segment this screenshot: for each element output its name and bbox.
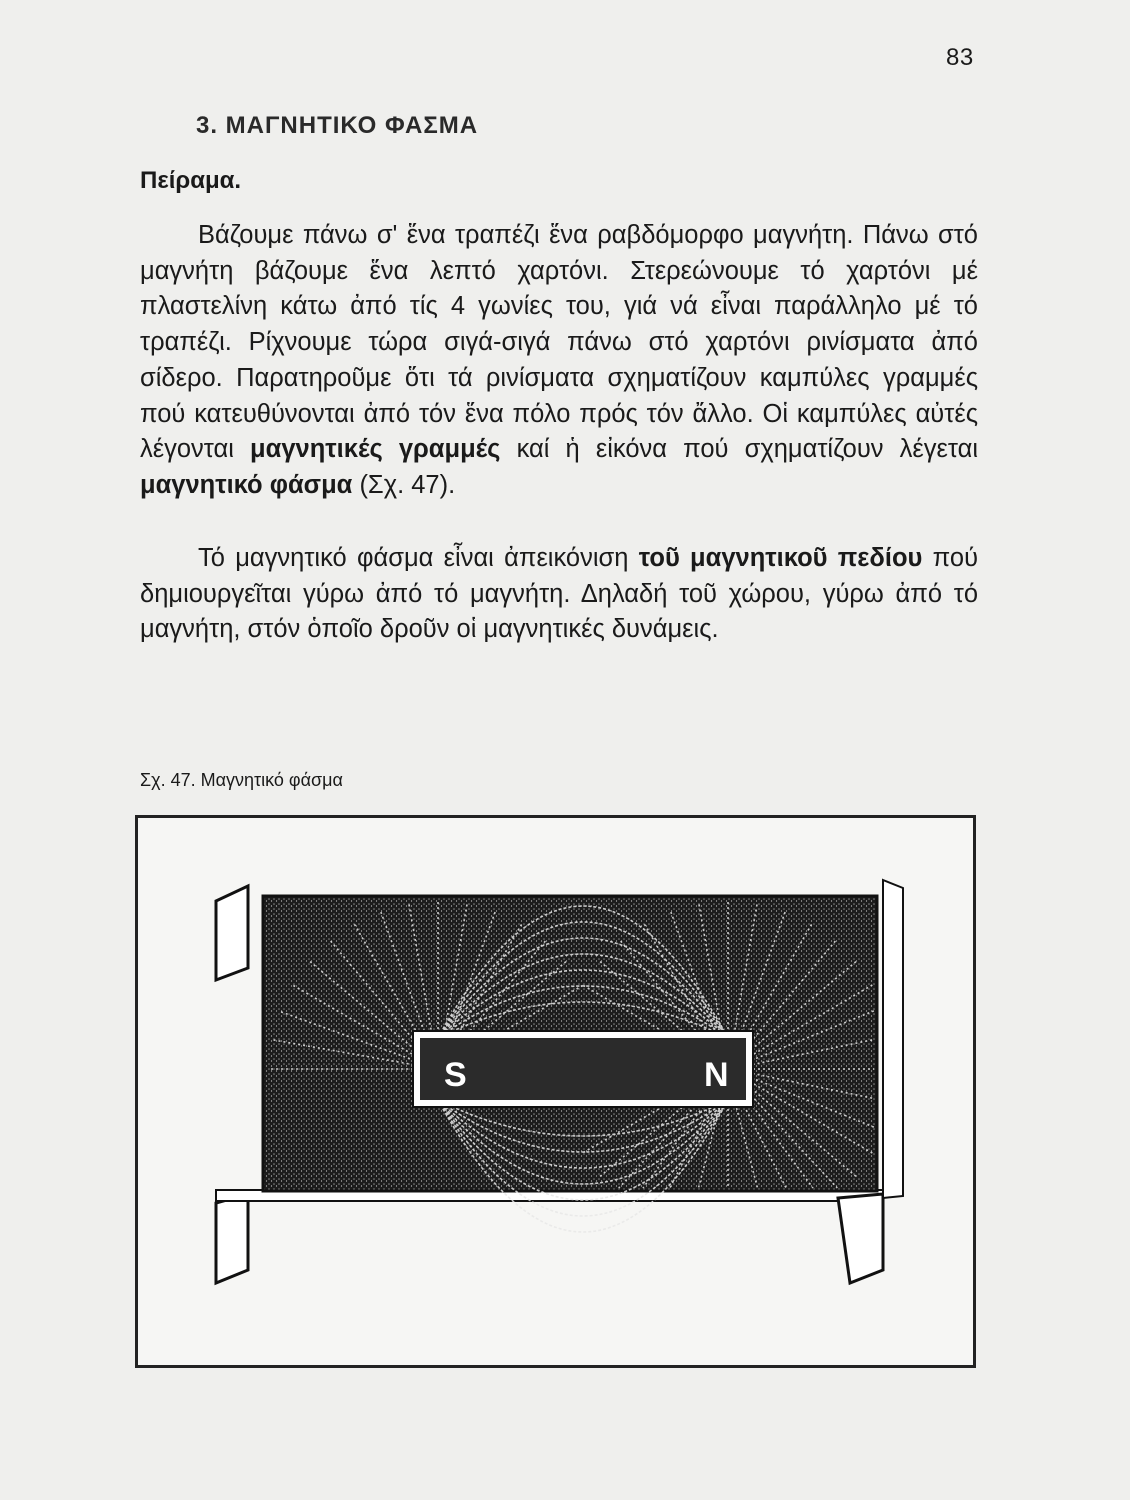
- paragraph-text: καί ἡ εἰκόνα πού σχηματίζουν λέγεται: [500, 435, 978, 464]
- paragraph-text: πού δημιουργεῖται γύρω ἀπό τό μαγνήτη. Δηλαδή τοῦ χώρου, γύρω ἀπό τό μαγνήτη, στόν ὁποῖο δροῦν οἱ μαγνητικές δυνάμεις.: [140, 544, 979, 644]
- term-magnetic-lines: μαγνητικές γραμμές: [250, 435, 501, 464]
- term-magnetic-field: τοῦ μαγνητικοῦ πεδίου: [638, 544, 923, 572]
- experiment-label: Πείραμα.: [140, 167, 242, 194]
- magnetic-spectrum-illustration: [138, 818, 973, 1365]
- paragraph-definition: [140, 541, 978, 648]
- paragraph-text: Τό μαγνητικό φάσμα εἶναι ἀπεικόνιση: [198, 544, 639, 572]
- paragraph-text: Βάζουμε πάνω σ' ἕνα τραπέζι ἕνα ραβδόμορφο μαγνήτη. Πάνω στό μαγνήτη βάζουμε ἕνα λεπτό χαρτόνι. Στερεώνουμε τό χαρτόνι μέ πλαστελίνη κάτω ἀπό τίς 4 γωνίες του, γιά νά εἶναι παράλληλο μέ τό τραπέζι. Ρίχνουμε τώρα σιγά-σιγά πάνω στό χαρτόνι ρινίσματα ἀπό σίδερο. Παρατηροῦμε ὅτι τά ρινίσματα σχηματίζουν καμπύλες γραμμές πού κατευθύνονται ἀπό τόν ἕνα πόλο πρός τόν ἄλλο. Οἱ καμπύλες αὐτές λέγονται: [140, 221, 978, 464]
- paragraph-experiment: [140, 218, 978, 504]
- south-pole-label: S: [444, 1056, 467, 1094]
- magnetic-spectrum-figure: [135, 815, 976, 1368]
- page-number: 83: [946, 44, 974, 71]
- figure-caption: Σχ. 47. Μαγνητικό φάσμα: [140, 770, 343, 790]
- section-title: 3. ΜΑΓΝΗΤΙΚΟ ΦΑΣΜΑ: [196, 112, 479, 139]
- bar-magnet: [413, 1031, 753, 1107]
- paragraph-text: (Σχ. 47).: [352, 470, 456, 499]
- term-magnetic-spectrum: μαγνητικό φάσμα: [140, 470, 353, 499]
- north-pole-label: N: [704, 1056, 729, 1094]
